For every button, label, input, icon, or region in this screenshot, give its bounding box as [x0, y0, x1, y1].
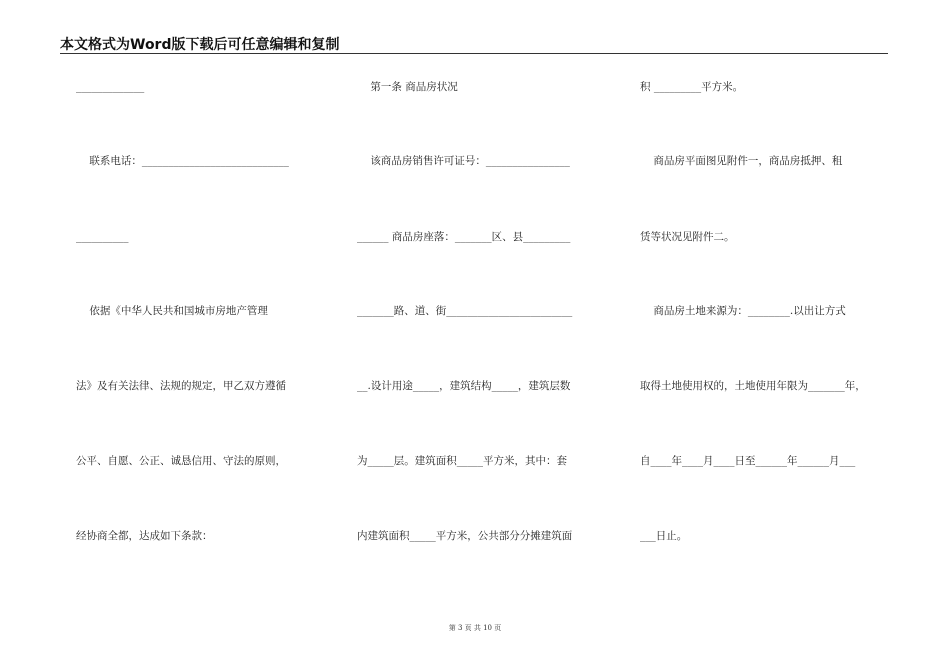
col3-line-6: 自____年____月____日至______年______月___: [640, 455, 856, 467]
col2-line-4: _______路、道、街________________________: [357, 305, 573, 317]
header-divider: [60, 53, 888, 54]
page-number-footer: 第 3 页 共 10 页: [448, 624, 502, 632]
col1-line-4: 依据《中华人民共和国城市房地产管理: [76, 305, 268, 317]
col3-line-5: 取得土地使用权的，土地使用年限为_______年，: [640, 380, 866, 392]
col2-line-6: 为_____层。建筑面积_____平方米，其中：套: [357, 455, 567, 467]
col1-line-1: _____________: [76, 81, 145, 93]
col1-line-7: 经协商全都，达成如下条款：: [76, 530, 213, 542]
col2-line-2: 该商品房销售许可证号：________________: [357, 155, 570, 167]
document-header-title: 本文格式为Word版下载后可任意编辑和复制: [60, 37, 340, 53]
col3-line-3: 赁等状况见附件二。: [640, 231, 735, 243]
col3-line-7: ___日止。: [640, 530, 688, 542]
col3-line-4: 商品房土地来源为：________.以出让方式: [640, 305, 846, 317]
col2-line-1: 第一条 商品房状况: [357, 81, 458, 93]
col1-line-5: 法》及有关法律、法规的规定，甲乙双方遵循: [76, 380, 286, 392]
col1-line-2: 联系电话：____________________________: [76, 155, 289, 167]
col2-line-3: ______ 商品房座落：_______区、县_________: [357, 231, 571, 243]
col3-line-2: 商品房平面图见附件一，商品房抵押、租: [640, 155, 843, 167]
col2-line-5: __.设计用途_____，建筑结构_____，建筑层数: [357, 380, 571, 392]
col1-line-3: __________: [76, 231, 129, 243]
col2-line-7: 内建筑面积_____平方米，公共部分分摊建筑面: [357, 530, 573, 542]
col3-line-1: 积 _________平方米。: [640, 81, 744, 93]
col1-line-6: 公平、自愿、公正、诚恳信用、守法的原则，: [76, 455, 286, 467]
